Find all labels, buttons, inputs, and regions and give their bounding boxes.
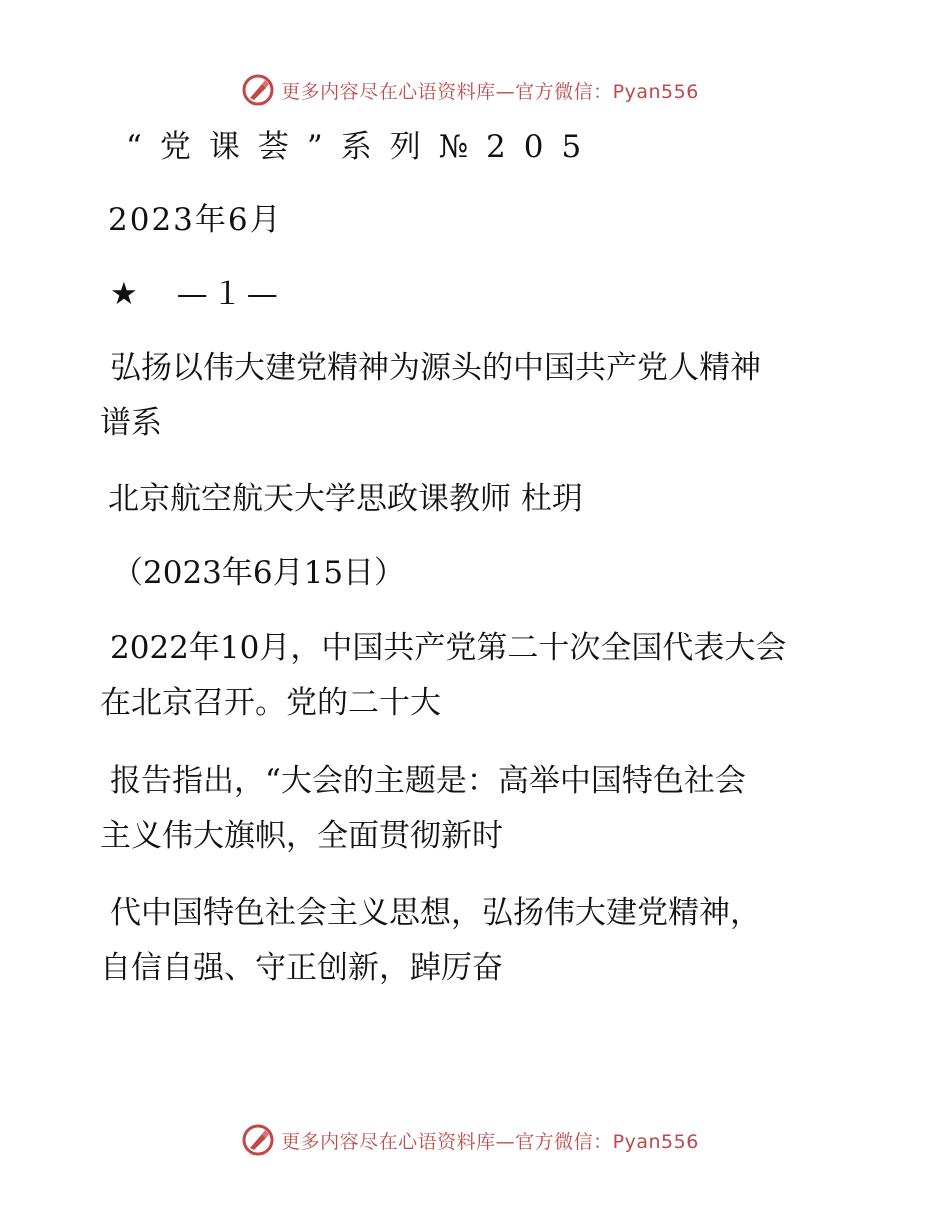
paragraph-3	[100, 886, 860, 996]
date-line: 2023年6月	[108, 202, 283, 238]
author-line: 北京航空航天大学思政课教师 杜玥	[108, 481, 583, 517]
footer-watermark	[0, 1120, 950, 1160]
title-line-1: 弘扬以伟大建党精神为源头的中国共产党人精神	[110, 350, 761, 386]
talk-date: （2023年6月15日）	[112, 555, 406, 591]
watermark-text: 更多内容尽在心语资料库—官方微信：Pyan556	[281, 1130, 699, 1153]
paragraph-3-line-2: 自信自强、守正创新，踔厉奋	[100, 950, 503, 986]
document-title	[100, 341, 860, 451]
series-heading: “党课荟”系列№205	[126, 129, 600, 165]
paragraph-2-line-1: 报告指出，“大会的主题是：高举中国特色社会	[110, 763, 746, 799]
title-line-2: 谱系	[100, 405, 162, 441]
paragraph-2	[100, 754, 860, 864]
header-watermark	[0, 70, 950, 110]
watermark-text: 更多内容尽在心语资料库—官方微信：Pyan556	[281, 80, 699, 103]
paragraph-3-line-1: 代中国特色社会主义思想，弘扬伟大建党精神，	[110, 895, 761, 931]
paragraph-2-line-2: 主义伟大旗帜，全面贯彻新时	[100, 818, 503, 854]
pen-logo-icon	[241, 73, 275, 107]
page-marker: ★ —１—	[110, 276, 282, 312]
paragraph-1-line-2: 在北京召开。党的二十大	[100, 685, 441, 721]
pen-logo-icon	[241, 1123, 275, 1157]
paragraph-1-line-1: 2022年10月，中国共产党第二十次全国代表大会	[110, 630, 787, 666]
paragraph-1	[100, 621, 860, 731]
